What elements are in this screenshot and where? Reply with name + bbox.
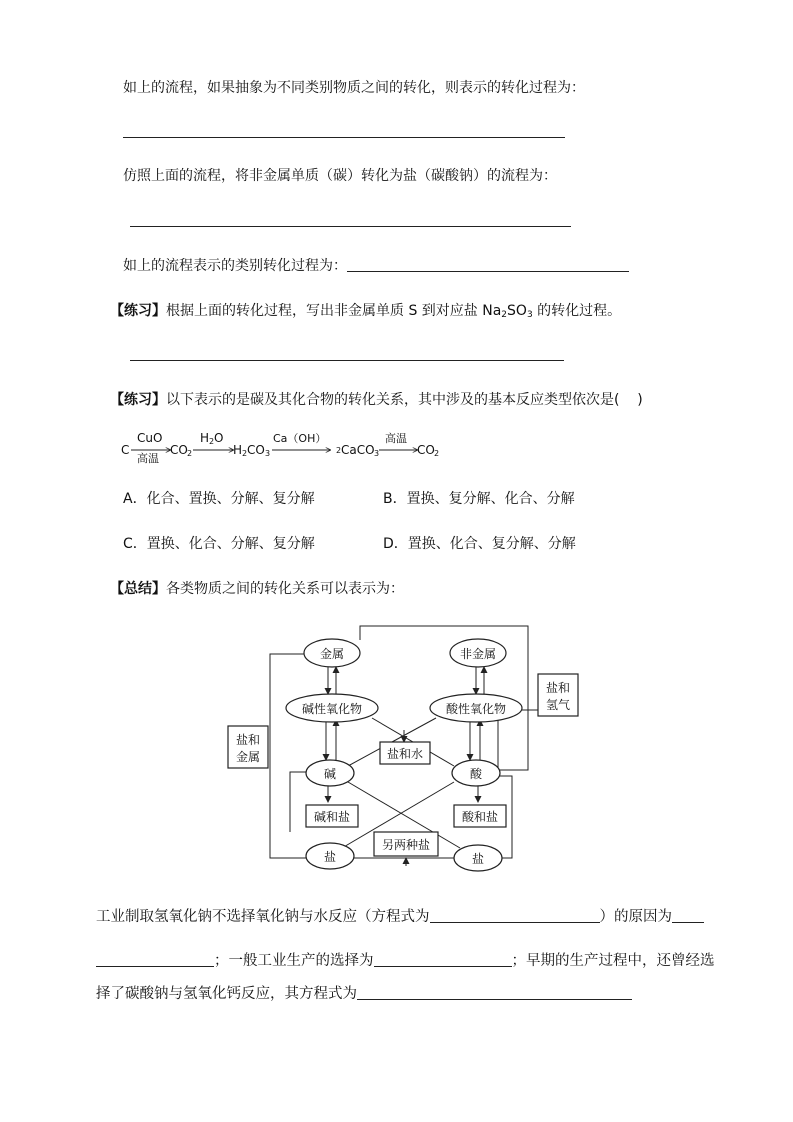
- label-salt-right: 盐: [471, 852, 485, 866]
- exercise-1-text-a: 根据上面的转化过程，写出非金属单质 S 到对应盐 Na: [166, 303, 502, 319]
- exercise-2: [110, 391, 643, 409]
- question-line-2: [96, 952, 715, 970]
- chain-cuo: CuO: [137, 431, 163, 445]
- label-salt-h2-1: 盐和: [545, 681, 571, 695]
- question-text-1a: 工业制取氢氧化钠不选择氧化钠与水反应（方程式为: [96, 909, 430, 925]
- chain-h2o-h: H: [200, 431, 210, 445]
- option-a[interactable]: A．化合、置换、分解、复分解: [123, 491, 315, 507]
- question-text-2b: ；早期的生产过程中，还曾经选: [511, 953, 715, 969]
- option-b[interactable]: B．置换、复分解、化合、分解: [383, 491, 575, 507]
- reaction-chain: [118, 428, 458, 468]
- label-nonmetal: 非金属: [459, 647, 497, 661]
- exercise-tag: 【练习】: [110, 303, 166, 319]
- answer-line-1[interactable]: [123, 137, 565, 138]
- label-salt-h2-2: 氢气: [545, 698, 571, 712]
- summary: [110, 580, 404, 598]
- chain-co2-a-sub: 2: [187, 449, 193, 458]
- option-c[interactable]: C．置换、化合、分解、复分解: [123, 536, 315, 552]
- summary-tag: 【总结】: [110, 581, 166, 597]
- exercise-tag: 【练习】: [110, 392, 166, 408]
- label-basic-oxide: 碱性氧化物: [301, 702, 363, 716]
- exercise-1-sub1: 2: [501, 310, 508, 320]
- exercise-1-sub2: 3: [526, 310, 533, 320]
- exercise-1: [110, 302, 621, 320]
- chain-caco3-sub: 3: [374, 449, 380, 458]
- chain-h2co3-sub1: 2: [242, 449, 248, 458]
- label-salt-water: 盐和水: [386, 747, 424, 761]
- label-acid: 酸: [469, 767, 483, 781]
- exercise-1-text-c: 的转化过程。: [532, 303, 622, 319]
- label-salt-metal-1: 盐和: [235, 733, 261, 747]
- exercise-2-text: 以下表示的是碳及其化合物的转化关系，其中涉及的基本反应类型依次是(: [166, 392, 620, 408]
- summary-text: 各类物质之间的转化关系可以表示为：: [166, 581, 404, 597]
- chain-co2-a: CO: [170, 443, 188, 457]
- answer-line-4[interactable]: [130, 360, 564, 361]
- chain-h2co3-co: CO: [247, 443, 265, 457]
- answer-reason-1[interactable]: [672, 908, 704, 923]
- chain-h2co3-sub2: 3: [265, 449, 271, 458]
- label-two-salts: 另两种盐: [381, 838, 431, 852]
- answer-line-2[interactable]: [130, 226, 571, 227]
- question-text-2a: ；一般工业生产的选择为: [214, 953, 374, 969]
- chain-caco3: CaCO: [341, 443, 375, 457]
- paragraph-3: [123, 257, 629, 275]
- chain-caoh-sub: 2: [336, 446, 342, 455]
- conversion-diagram: [222, 622, 582, 872]
- exercise-1-text-b: SO: [507, 303, 527, 319]
- question-text-1b: ）的原因为: [599, 909, 672, 925]
- chain-co2-b: CO: [417, 443, 435, 457]
- question-text-3: 择了碳酸钠与氢氧化钙反应，其方程式为: [96, 986, 357, 1002]
- label-salt-metal-2: 金属: [235, 750, 261, 764]
- label-acid-salt: 酸和盐: [461, 810, 499, 824]
- chain-caoh: Ca（OH）: [273, 432, 327, 445]
- answer-method[interactable]: [374, 952, 512, 967]
- answer-line-3[interactable]: [347, 257, 629, 272]
- answer-equation-1[interactable]: [430, 908, 600, 923]
- label-metal: 金属: [319, 647, 345, 661]
- paragraph-3-text: 如上的流程表示的类别转化过程为：: [123, 258, 347, 274]
- answer-equation-2[interactable]: [357, 985, 632, 1000]
- chain-co2-b-sub: 2: [434, 449, 440, 458]
- chain-h2o-sub: 2: [209, 437, 215, 446]
- paragraph-1: 如上的流程，如果抽象为不同类别物质之间的转化，则表示的转化过程为：: [123, 80, 585, 96]
- chain-gaowen-2: 高温: [385, 432, 407, 445]
- chain-gaowen-1: 高温: [137, 452, 159, 465]
- chain-h2o-o: O: [214, 431, 224, 445]
- label-base-salt: 碱和盐: [313, 810, 351, 824]
- connector-base-left: [290, 772, 308, 832]
- paragraph-2: 仿照上面的流程，将非金属单质（碳）转化为盐（碳酸钠）的流程为：: [123, 168, 557, 184]
- label-salt-left: 盐: [323, 850, 337, 864]
- answer-blank[interactable]: ): [619, 392, 643, 408]
- question-line-1: [96, 908, 704, 926]
- answer-reason-2[interactable]: [96, 952, 214, 967]
- question-line-3: [96, 985, 632, 1003]
- option-d[interactable]: D．置换、化合、复分解、分解: [383, 536, 576, 552]
- chain-h2co3-h: H: [233, 443, 243, 457]
- label-acidic-oxide: 酸性氧化物: [445, 702, 507, 716]
- chain-c: C: [121, 443, 130, 457]
- label-base: 碱: [323, 767, 337, 781]
